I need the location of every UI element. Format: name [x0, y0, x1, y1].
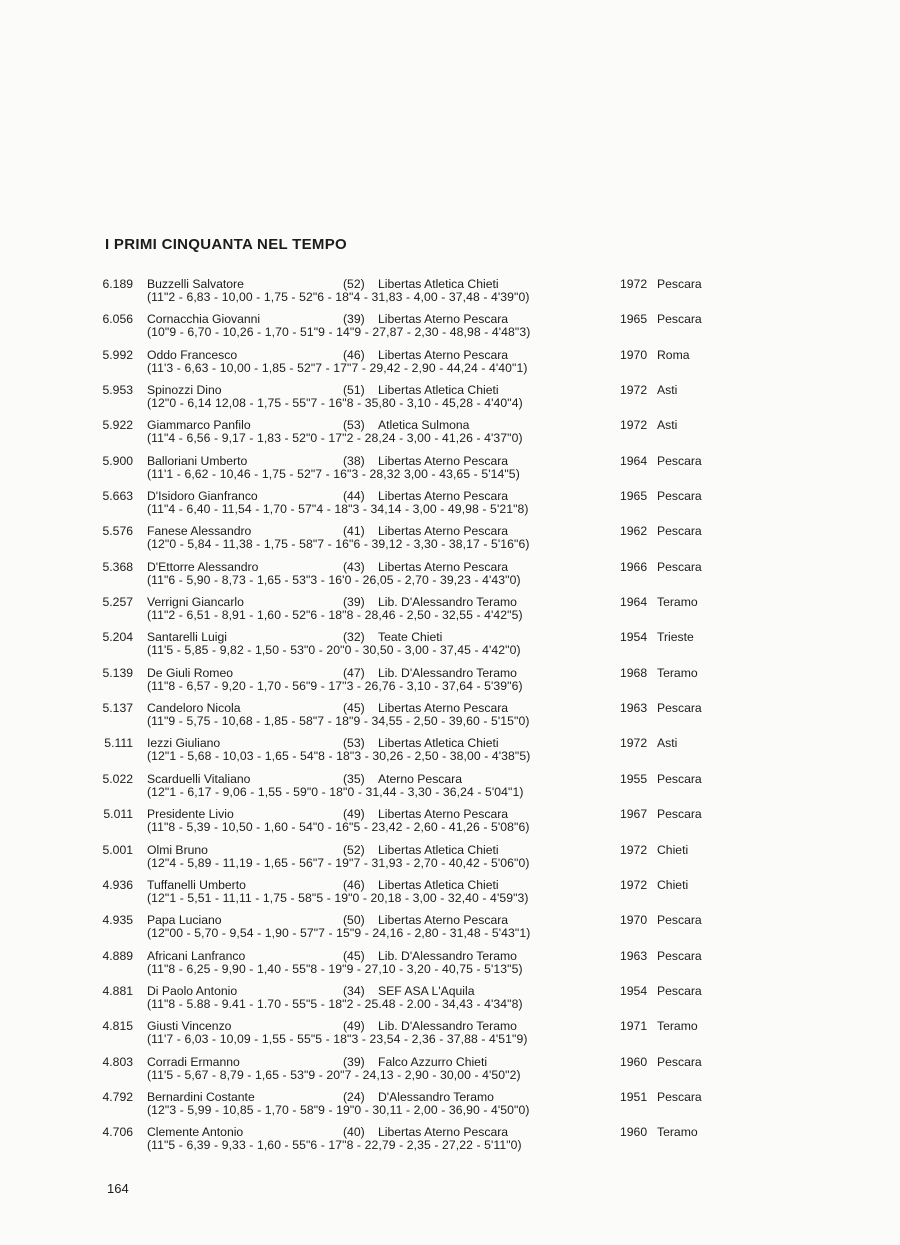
club-name: Lib. D'Alessandro Teramo [378, 1019, 517, 1034]
club-name: Atletica Sulmona [378, 418, 470, 433]
ranking-entry [0, 595, 900, 630]
birth-year: (34) [343, 983, 365, 998]
event-marks: (11"4 - 6,40 - 11,54 - 1,70 - 57"4 - 18"3 - 34,14 - 3,00 - 49,98 - 5'21"8) [147, 502, 529, 517]
birth-year: (40) [343, 1125, 365, 1140]
competition-place: Trieste [657, 630, 694, 645]
competition-year: 1955 [620, 771, 648, 786]
club-name: Libertas Aterno Pescara [378, 524, 509, 539]
athlete-name: Tuffanelli Umberto [147, 877, 246, 892]
competition-place: Pescara [657, 312, 702, 327]
competition-place: Chieti [657, 877, 689, 892]
birth-year: (49) [343, 1019, 365, 1034]
entry-score: 4.815 [102, 1019, 133, 1034]
page-title: I PRIMI CINQUANTA NEL TEMPO [105, 236, 347, 253]
competition-place: Pescara [657, 1054, 702, 1069]
athlete-name: Fanese Alessandro [147, 524, 252, 539]
entry-score: 5.922 [102, 418, 133, 433]
event-marks: (11"9 - 5,75 - 10,68 - 1,85 - 58"7 - 18"9 - 34,55 - 2,50 - 39,60 - 5'15"0) [147, 714, 530, 729]
entry-score: 5.368 [102, 559, 133, 574]
entry-score: 5.001 [102, 842, 133, 857]
competition-year: 1964 [620, 595, 648, 610]
entry-score: 5.900 [102, 453, 133, 468]
club-name: Libertas Aterno Pescara [378, 347, 509, 362]
competition-year: 1963 [620, 948, 648, 963]
ranking-entry [0, 949, 900, 984]
club-name: Lib. D'Alessandro Teramo [378, 665, 517, 680]
birth-year: (35) [343, 771, 365, 786]
ranking-entry [0, 1125, 900, 1160]
competition-year: 1971 [620, 1019, 648, 1034]
ranking-entry [0, 277, 900, 312]
competition-place: Pescara [657, 701, 702, 716]
club-name: Libertas Aterno Pescara [378, 489, 509, 504]
competition-year: 1972 [620, 383, 648, 398]
athlete-name: Clemente Antonio [147, 1125, 244, 1140]
ranking-entry [0, 736, 900, 771]
competition-place: Pescara [657, 983, 702, 998]
competition-place: Pescara [657, 524, 702, 539]
club-name: Libertas Aterno Pescara [378, 312, 509, 327]
competition-place: Pescara [657, 489, 702, 504]
birth-year: (49) [343, 807, 365, 822]
club-name: Libertas Atletica Chieti [378, 736, 499, 751]
club-name: Libertas Aterno Pescara [378, 453, 509, 468]
birth-year: (47) [343, 665, 365, 680]
ranking-entry [0, 843, 900, 878]
athlete-name: Giusti Vincenzo [147, 1019, 232, 1034]
event-marks: (10"9 - 6,70 - 10,26 - 1,70 - 51"9 - 14"9 - 27,87 - 2,30 - 48,98 - 4'48"3) [147, 325, 531, 340]
entry-score: 5.576 [102, 524, 133, 539]
entry-score: 5.257 [102, 595, 133, 610]
competition-place: Pescara [657, 913, 702, 928]
club-name: Libertas Atletica Chieti [378, 877, 499, 892]
event-marks: (11'1 - 6,62 - 10,46 - 1,75 - 52"7 - 16"3 - 28,32 3,00 - 43,65 - 5'14"5) [147, 466, 520, 481]
event-marks: (11'5 - 5,67 - 8,79 - 1,65 - 53"9 - 20"7 - 24,13 - 2,90 - 30,00 - 4'50"2) [147, 1067, 521, 1082]
event-marks: (12"0 - 5,84 - 11,38 - 1,75 - 58"7 - 16"6 - 39,12 - 3,30 - 38,17 - 5'16"6) [147, 537, 530, 552]
event-marks: (12"00 - 5,70 - 9,54 - 1,90 - 57"7 - 15"9 - 24,16 - 2,80 - 31,48 - 5'43"1) [147, 926, 531, 941]
event-marks: (12"0 - 6,14 12,08 - 1,75 - 55"7 - 16"8 - 35,80 - 3,10 - 45,28 - 4'40"4) [147, 396, 523, 411]
competition-place: Pescara [657, 807, 702, 822]
ranking-entry [0, 312, 900, 347]
entry-score: 6.189 [102, 277, 133, 291]
birth-year: (46) [343, 347, 365, 362]
ranking-list [0, 277, 900, 1161]
club-name: Falco Azzurro Chieti [378, 1054, 488, 1069]
club-name: Teate Chieti [378, 630, 443, 645]
competition-place: Pescara [657, 559, 702, 574]
club-name: D'Alessandro Teramo [378, 1089, 494, 1104]
competition-year: 1951 [620, 1089, 648, 1104]
competition-place: Asti [657, 383, 678, 398]
club-name: Libertas Aterno Pescara [378, 1125, 509, 1140]
competition-year: 1972 [620, 736, 648, 751]
athlete-name: Buzzelli Salvatore [147, 277, 244, 291]
entry-score: 4.792 [102, 1089, 133, 1104]
club-name: Libertas Aterno Pescara [378, 913, 509, 928]
competition-place: Teramo [657, 665, 698, 680]
event-marks: (11"5 - 6,39 - 9,33 - 1,60 - 55"6 - 17"8 - 22,79 - 2,35 - 27,22 - 5'11"0) [147, 1138, 522, 1153]
competition-place: Roma [657, 347, 690, 362]
competition-year: 1954 [620, 630, 648, 645]
club-name: Libertas Atletica Chieti [378, 277, 499, 291]
athlete-name: Papa Luciano [147, 913, 222, 928]
entry-score: 5.953 [102, 383, 133, 398]
competition-year: 1960 [620, 1054, 648, 1069]
birth-year: (46) [343, 877, 365, 892]
event-marks: (11"8 - 5,39 - 10,50 - 1,60 - 54"0 - 16"5 - 23,42 - 2,60 - 41,26 - 5'08"6) [147, 820, 530, 835]
competition-year: 1970 [620, 347, 648, 362]
ranking-entry [0, 913, 900, 948]
athlete-name: Presidente Livio [147, 807, 234, 822]
competition-year: 1972 [620, 842, 648, 857]
entry-score: 5.011 [103, 807, 133, 822]
entry-score: 5.992 [102, 347, 133, 362]
entry-score: 5.204 [102, 630, 133, 645]
club-name: Libertas Atletica Chieti [378, 383, 499, 398]
birth-year: (24) [343, 1089, 365, 1104]
competition-year: 1964 [620, 453, 648, 468]
competition-place: Teramo [657, 1019, 698, 1034]
event-marks: (11'7 - 6,03 - 10,09 - 1,55 - 55"5 - 18"3 - 23,54 - 2,36 - 37,88 - 4'51"9) [147, 1032, 528, 1047]
competition-year: 1962 [620, 524, 648, 539]
athlete-name: Olmi Bruno [147, 842, 208, 857]
athlete-name: Scarduelli Vitaliano [147, 771, 251, 786]
competition-year: 1960 [620, 1125, 648, 1140]
birth-year: (32) [343, 630, 365, 645]
entry-score: 6.056 [102, 312, 133, 327]
birth-year: (52) [343, 277, 365, 291]
athlete-name: Candeloro Nicola [147, 701, 241, 716]
birth-year: (41) [343, 524, 365, 539]
event-marks: (12"1 - 6,17 - 9,06 - 1,55 - 59"0 - 18"0 - 31,44 - 3,30 - 36,24 - 5'04"1) [147, 784, 524, 799]
event-marks: (12"4 - 5,89 - 11,19 - 1,65 - 56"7 - 19"7 - 31,93 - 2,70 - 40,42 - 5'06"0) [147, 855, 530, 870]
competition-place: Asti [657, 736, 678, 751]
competition-place: Teramo [657, 1125, 698, 1140]
event-marks: (11"4 - 6,56 - 9,17 - 1,83 - 52"0 - 17"2 - 28,24 - 3,00 - 41,26 - 4'37"0) [147, 431, 523, 446]
ranking-entry [0, 878, 900, 913]
birth-year: (45) [343, 948, 365, 963]
ranking-entry [0, 489, 900, 524]
athlete-name: Iezzi Giuliano [147, 736, 221, 751]
competition-place: Pescara [657, 453, 702, 468]
athlete-name: D'Ettorre Alessandro [147, 559, 259, 574]
athlete-name: Giammarco Panfilo [147, 418, 251, 433]
ranking-entry [0, 1019, 900, 1054]
competition-place: Asti [657, 418, 678, 433]
birth-year: (44) [343, 489, 365, 504]
athlete-name: D'Isidoro Gianfranco [147, 489, 258, 504]
page-number: 164 [107, 1181, 129, 1196]
event-marks: (11"8 - 6,25 - 9,90 - 1,40 - 55"8 - 19"9 - 27,10 - 3,20 - 40,75 - 5'13"5) [147, 961, 523, 976]
birth-year: (39) [343, 1054, 365, 1069]
ranking-entry [0, 1055, 900, 1090]
event-marks: (11"2 - 6,51 - 8,91 - 1,60 - 52"6 - 18"8 - 28,46 - 2,50 - 32,55 - 4'42"5) [147, 608, 523, 623]
athlete-name: Balloriani Umberto [147, 453, 248, 468]
athlete-name: Santarelli Luigi [147, 630, 227, 645]
ranking-entry [0, 383, 900, 418]
entry-score: 4.936 [102, 877, 133, 892]
event-marks: (11'3 - 6,63 - 10,00 - 1,85 - 52"7 - 17"7 - 29,42 - 2,90 - 44,24 - 4'40"1) [147, 360, 528, 375]
athlete-name: Spinozzi Dino [147, 383, 222, 398]
competition-year: 1972 [620, 418, 648, 433]
entry-score: 4.706 [102, 1125, 133, 1140]
birth-year: (53) [343, 736, 365, 751]
ranking-entry [0, 807, 900, 842]
ranking-entry [0, 1090, 900, 1125]
entry-score: 5.139 [102, 665, 133, 680]
entry-score: 4.881 [102, 983, 133, 998]
entry-score: 4.889 [102, 948, 133, 963]
competition-year: 1967 [620, 807, 648, 822]
athlete-name: Corradi Ermanno [147, 1054, 240, 1069]
competition-year: 1954 [620, 983, 648, 998]
event-marks: (12"3 - 5,99 - 10,85 - 1,70 - 58"9 - 19"0 - 30,11 - 2,00 - 36,90 - 4'50"0) [147, 1102, 530, 1117]
athlete-name: Bernardini Costante [147, 1089, 255, 1104]
event-marks: (11"8 - 5.88 - 9.41 - 1.70 - 55"5 - 18"2 - 25.48 - 2.00 - 34,43 - 4'34"8) [147, 996, 523, 1011]
competition-year: 1965 [620, 312, 648, 327]
competition-year: 1970 [620, 913, 648, 928]
birth-year: (39) [343, 312, 365, 327]
club-name: Libertas Aterno Pescara [378, 701, 509, 716]
competition-place: Pescara [657, 1089, 702, 1104]
entry-score: 4.935 [102, 913, 133, 928]
event-marks: (12"1 - 5,51 - 11,11 - 1,75 - 58"5 - 19"0 - 20,18 - 3,00 - 32,40 - 4'59"3) [147, 890, 529, 905]
athlete-name: Verrigni Giancarlo [147, 595, 244, 610]
entry-score: 5.137 [102, 701, 133, 716]
ranking-entry [0, 560, 900, 595]
ranking-entry [0, 984, 900, 1019]
competition-place: Pescara [657, 277, 702, 291]
competition-place: Chieti [657, 842, 689, 857]
ranking-entry [0, 524, 900, 559]
birth-year: (53) [343, 418, 365, 433]
event-marks: (11'5 - 5,85 - 9,82 - 1,50 - 53"0 - 20"0 - 30,50 - 3,00 - 37,45 - 4'42"0) [147, 643, 521, 658]
event-marks: (11"2 - 6,83 - 10,00 - 1,75 - 52"6 - 18"4 - 31,83 - 4,00 - 37,48 - 4'39"0) [147, 290, 530, 304]
athlete-name: Cornacchia Giovanni [147, 312, 261, 327]
birth-year: (39) [343, 595, 365, 610]
event-marks: (12"1 - 5,68 - 10,03 - 1,65 - 54"8 - 18"3 - 30,26 - 2,50 - 38,00 - 4'38"5) [147, 749, 531, 764]
event-marks: (11"6 - 5,90 - 8,73 - 1,65 - 53"3 - 16'0 - 26,05 - 2,70 - 39,23 - 4'43"0) [147, 572, 521, 587]
competition-year: 1966 [620, 559, 648, 574]
competition-year: 1972 [620, 877, 648, 892]
ranking-entry [0, 348, 900, 383]
athlete-name: Oddo Francesco [147, 347, 238, 362]
club-name: Libertas Atletica Chieti [378, 842, 499, 857]
ranking-entry [0, 418, 900, 453]
athlete-name: Di Paolo Antonio [147, 983, 238, 998]
event-marks: (11"8 - 6,57 - 9,20 - 1,70 - 56"9 - 17"3 - 26,76 - 3,10 - 37,64 - 5'39"6) [147, 678, 523, 693]
birth-year: (45) [343, 701, 365, 716]
club-name: Libertas Aterno Pescara [378, 807, 509, 822]
competition-year: 1968 [620, 665, 648, 680]
club-name: Lib. D'Alessandro Teramo [378, 948, 517, 963]
club-name: Lib. D'Alessandro Teramo [378, 595, 517, 610]
birth-year: (50) [343, 913, 365, 928]
ranking-entry [0, 701, 900, 736]
ranking-entry [0, 454, 900, 489]
competition-year: 1972 [620, 277, 648, 291]
competition-place: Teramo [657, 595, 698, 610]
entry-score: 4.803 [102, 1054, 133, 1069]
entry-score: 5.022 [102, 771, 133, 786]
club-name: SEF ASA L'Aquila [378, 983, 475, 998]
athlete-name: Africani Lanfranco [147, 948, 246, 963]
ranking-entry [0, 630, 900, 665]
competition-place: Pescara [657, 771, 702, 786]
ranking-entry [0, 772, 900, 807]
club-name: Libertas Aterno Pescara [378, 559, 509, 574]
entry-score: 5.663 [102, 489, 133, 504]
competition-year: 1965 [620, 489, 648, 504]
birth-year: (52) [343, 842, 365, 857]
birth-year: (51) [343, 383, 365, 398]
ranking-entry [0, 666, 900, 701]
competition-place: Pescara [657, 948, 702, 963]
birth-year: (43) [343, 559, 365, 574]
athlete-name: De Giuli Romeo [147, 665, 234, 680]
entry-score: 5.111 [104, 736, 133, 751]
club-name: Aterno Pescara [378, 771, 463, 786]
birth-year: (38) [343, 453, 365, 468]
competition-year: 1963 [620, 701, 648, 716]
